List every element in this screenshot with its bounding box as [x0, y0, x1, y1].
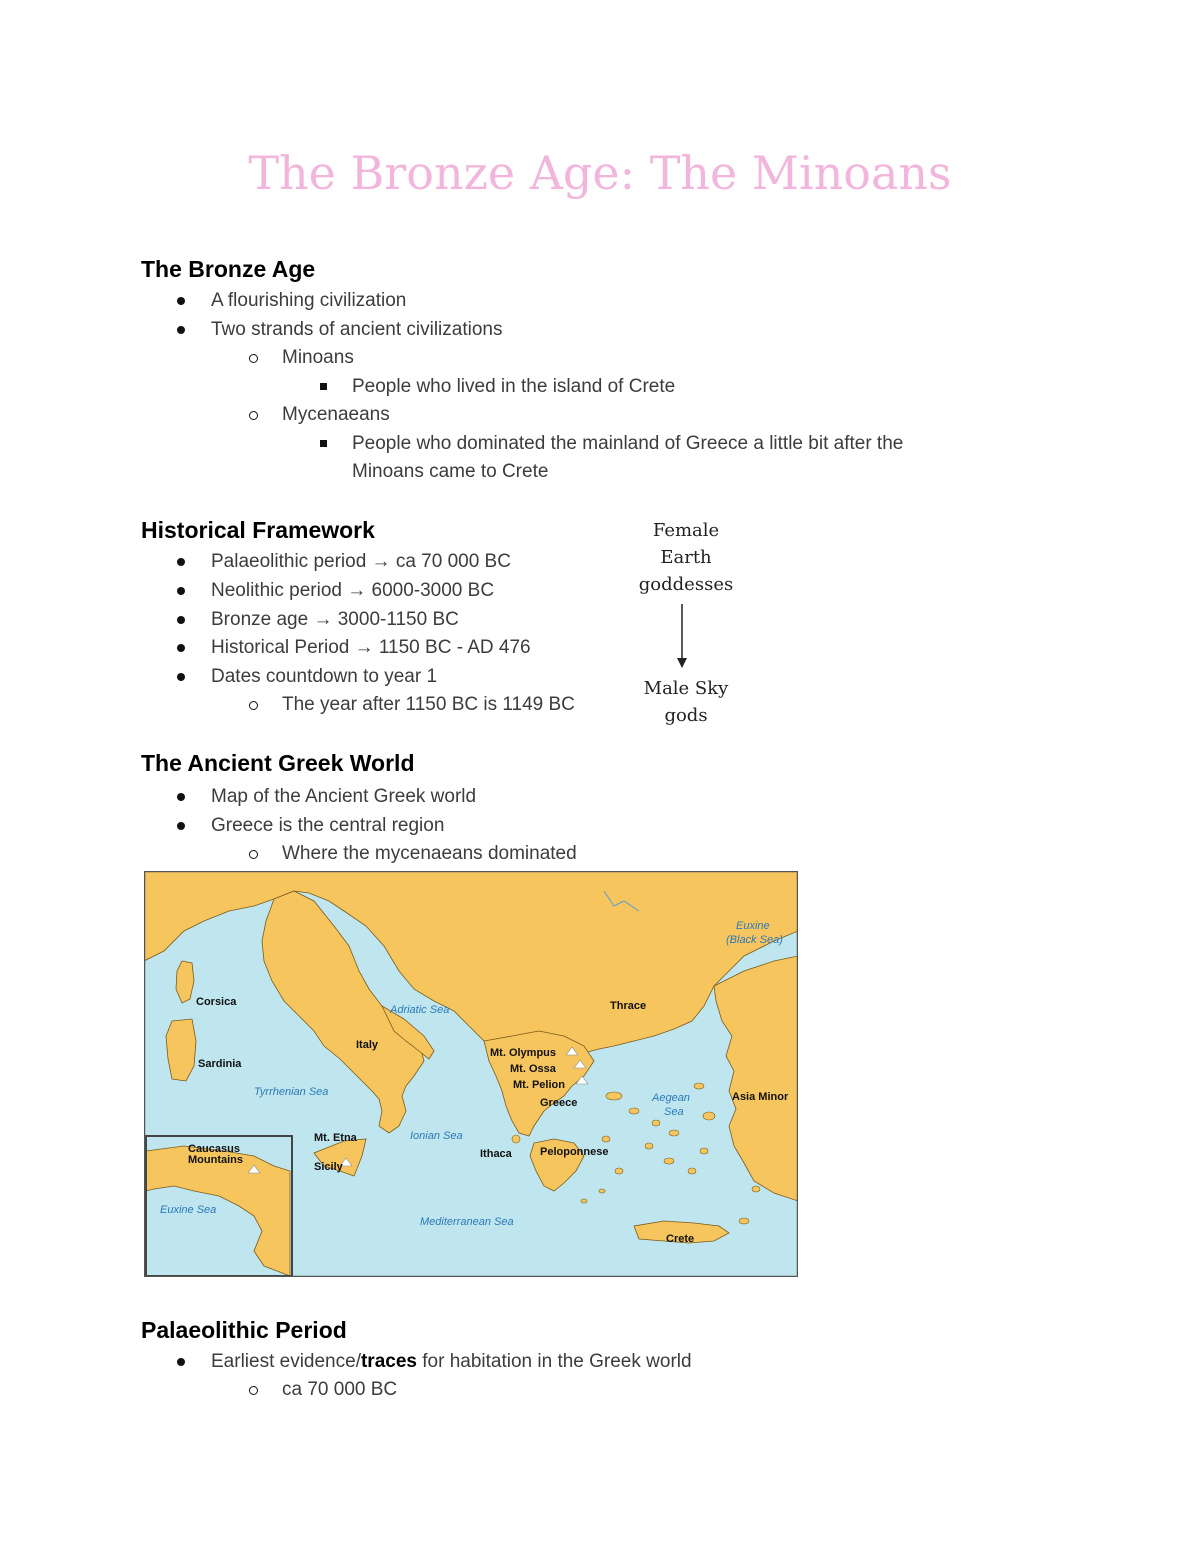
- list-item: Dates countdown to year 1: [211, 666, 438, 687]
- diagram-top-line: goddesses: [638, 574, 734, 595]
- map-label: Sicily: [314, 1161, 343, 1173]
- ancient-greek-world-map: [144, 871, 798, 1277]
- map-sea-label: Sea: [664, 1106, 684, 1118]
- bullet-ring: [249, 850, 258, 859]
- item-text: Earliest evidence/: [211, 1351, 361, 1372]
- map-label: Mt. Etna: [314, 1132, 357, 1144]
- diagram-top-line: Female: [652, 520, 720, 541]
- map-label: Sardinia: [198, 1058, 242, 1070]
- map-label: Asia Minor: [732, 1091, 789, 1103]
- diagram-bottom-line: gods: [664, 705, 708, 726]
- map-sea-label: (Black Sea): [726, 934, 783, 946]
- section-heading-greek-world: The Ancient Greek World: [141, 750, 415, 776]
- list-item: Greece is the central region: [211, 815, 445, 836]
- map-sea-label: Mediterranean Sea: [420, 1216, 514, 1228]
- list-item: Map of the Ancient Greek world: [211, 786, 477, 807]
- map-label: Italy: [356, 1039, 379, 1051]
- bullet-dot: [177, 558, 185, 566]
- map-label: Caucasus: [188, 1143, 240, 1155]
- map-sea-label: Ionian Sea: [410, 1130, 463, 1142]
- list-item: Historical Period → 1150 BC - AD 476: [211, 637, 531, 658]
- bullet-dot: [177, 822, 185, 830]
- bullet-dot: [177, 1358, 185, 1366]
- bullet-ring: [249, 354, 258, 363]
- item-text: for habitation in the Greek world: [416, 1351, 692, 1372]
- bullet-dot: [177, 644, 185, 652]
- section-heading-palaeolithic: Palaeolithic Period: [141, 1317, 347, 1343]
- bullet-square: [320, 440, 327, 447]
- bullet-ring: [249, 701, 258, 710]
- list-item: Minoans: [282, 347, 354, 368]
- map-label: Thrace: [610, 1000, 647, 1012]
- map-label: Mt. Olympus: [490, 1047, 557, 1059]
- list-item: People who dominated the mainland of Greece a little bit after the: [352, 433, 904, 454]
- diagram-top-line: Earth: [660, 547, 712, 568]
- down-arrow-icon: [670, 602, 694, 670]
- section-heading-framework: Historical Framework: [141, 517, 375, 543]
- item-bold-text: traces: [360, 1351, 417, 1372]
- bullet-dot: [177, 673, 185, 681]
- map-sea-label: Tyrrhenian Sea: [254, 1086, 329, 1098]
- bullet-dot: [177, 587, 185, 595]
- list-item: Where the mycenaeans dominated: [282, 843, 577, 864]
- list-item: The year after 1150 BC is 1149 BC: [282, 694, 575, 715]
- map-sea-label: Euxine Sea: [160, 1204, 217, 1216]
- list-item: Neolithic period → 6000-3000 BC: [211, 580, 495, 601]
- bullet-dot: [177, 616, 185, 624]
- page-title: The Bronze Age: The Minoans: [248, 146, 952, 200]
- list-item: Mycenaeans: [282, 404, 390, 425]
- list-item: People who lived in the island of Crete: [352, 376, 676, 397]
- map-label: Crete: [666, 1233, 695, 1245]
- bullet-dot: [177, 326, 185, 334]
- map-label: Corsica: [196, 996, 237, 1008]
- bullet-ring: [249, 411, 258, 420]
- list-item: [211, 1347, 692, 1376]
- map-sea-label: Adriatic Sea: [390, 1004, 450, 1016]
- map-sea-label: Aegean: [652, 1092, 690, 1104]
- list-item: A flourishing civilization: [211, 290, 407, 311]
- map-sea-label: Euxine: [736, 920, 770, 932]
- list-item: ca 70 000 BC: [282, 1379, 398, 1400]
- map-label: Mountains: [188, 1154, 243, 1166]
- map-label: Mt. Pelion: [513, 1079, 565, 1091]
- bullet-dot: [177, 297, 185, 305]
- diagram-bottom-line: Male Sky: [643, 678, 729, 699]
- map-label: Ithaca: [480, 1148, 512, 1160]
- bullet-ring: [249, 1386, 258, 1395]
- map-label: Peloponnese: [540, 1146, 609, 1158]
- bullet-dot: [177, 793, 185, 801]
- list-item: Two strands of ancient civilizations: [211, 319, 503, 340]
- map-label: Mt. Ossa: [510, 1063, 556, 1075]
- list-item: Palaeolithic period → ca 70 000 BC: [211, 551, 511, 572]
- map-label: Greece: [540, 1097, 578, 1109]
- bullet-square: [320, 383, 327, 390]
- list-item-continuation: Minoans came to Crete: [352, 461, 549, 482]
- list-item: Bronze age → 3000-1150 BC: [211, 609, 459, 630]
- section-heading-bronze-age: The Bronze Age: [141, 256, 316, 282]
